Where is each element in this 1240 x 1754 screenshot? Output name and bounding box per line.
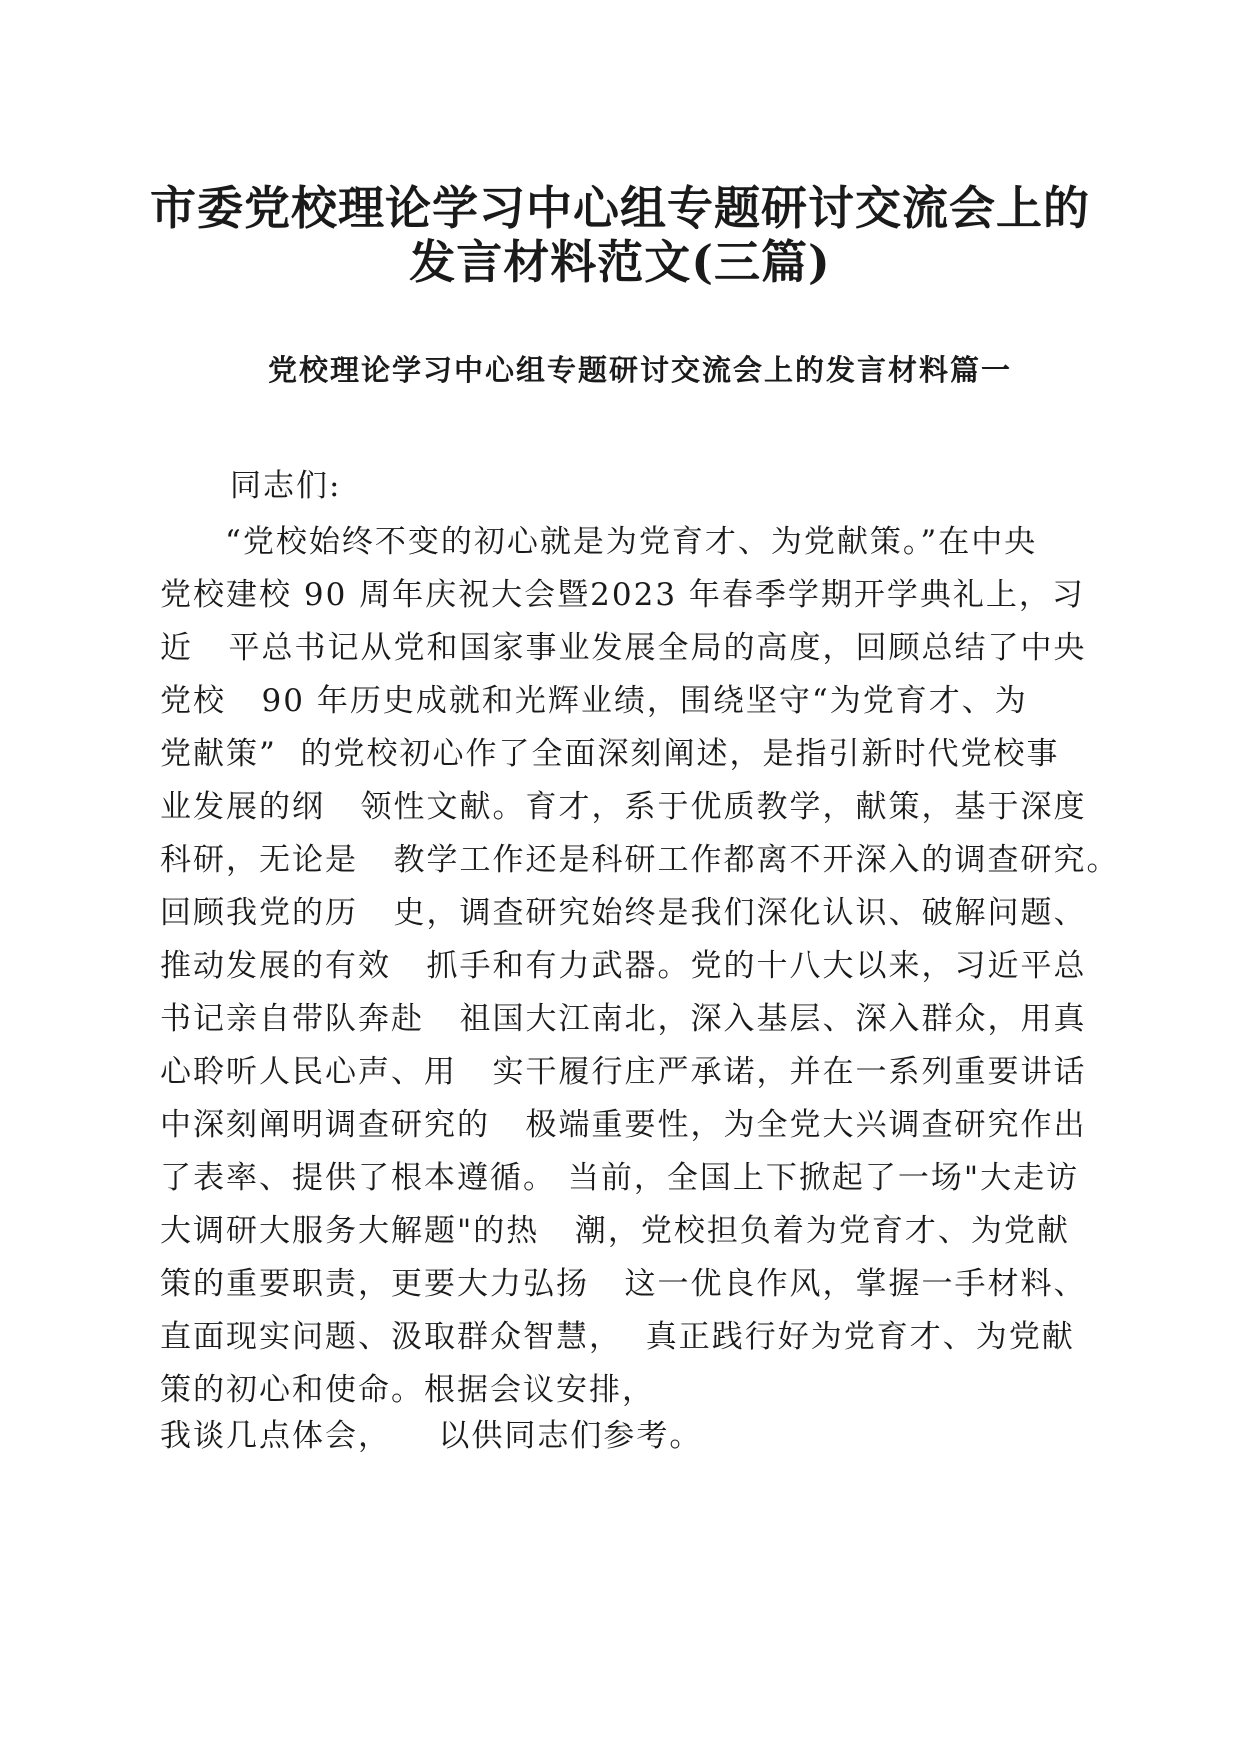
body-line: 党校 90 年历史成就和光辉业绩，围绕坚守“为党育才、为 [160,683,1028,719]
body-line: 科研，无论是 教学工作还是科研工作都离不开深入的调查研究。 [160,842,1120,878]
body-line: 书记亲自带队奔赴 祖国大江南北，深入基层、深入群众，用真 [160,1001,1087,1037]
body-line: 直面现实问题、汲取群众智慧， 真正践行好为党育才、为党献 [160,1319,1075,1355]
body-line: 党校建校 90 周年庆祝大会暨2023 年春季学期开学典礼上，习 [160,577,1085,613]
body-line: 心聆听人民心声、用 实干履行庄严承诺，并在一系列重要讲话 [160,1054,1087,1090]
body-line: 大调研大服务大解题"的热 潮，党校担负着为党育才、为党献 [160,1213,1070,1249]
body-line: 党献策” 的党校初心作了全面深刻阐述，是指引新时代党校事 [160,736,1060,772]
document-title-line-2: 发言材料范文(三篇) [409,235,831,289]
section-heading: 党校理论学习中心组专题研讨交流会上的发言材料篇一 [267,353,1012,387]
body-line: “党校始终不变的初心就是为党育才、为党献策。”在中央 [225,524,1038,560]
body-line: 策的初心和使命。根据会议安排， [160,1372,655,1408]
body-line: 业发展的纲 领性文献。育才，系于优质教学，献策，基于深度 [160,789,1087,825]
body-line: 了表率、提供了根本遵循。 当前，全国上下掀起了一场"大走访 [160,1160,1080,1196]
body-line: 回顾我党的历 史，调查研究始终是我们深化认识、破解问题、 [160,895,1087,931]
body-line: 近 平总书记从党和国家事业发展全局的高度，回顾总结了中央 [160,630,1087,666]
body-line: 中深刻阐明调查研究的 极端重要性，为全党大兴调查研究作出 [160,1107,1087,1143]
body-line: 推动发展的有效 抓手和有力武器。党的十八大以来，习近平总 [160,948,1087,984]
body-line: 我谈几点体会， 以供同志们参考。 [160,1418,703,1454]
salutation: 同志们: [230,468,342,504]
body-line: 策的重要职责，更要大力弘扬 这一优良作风，掌握一手材料、 [160,1266,1087,1302]
document-title-line-1: 市委党校理论学习中心组专题研讨交流会上的 [150,181,1090,235]
